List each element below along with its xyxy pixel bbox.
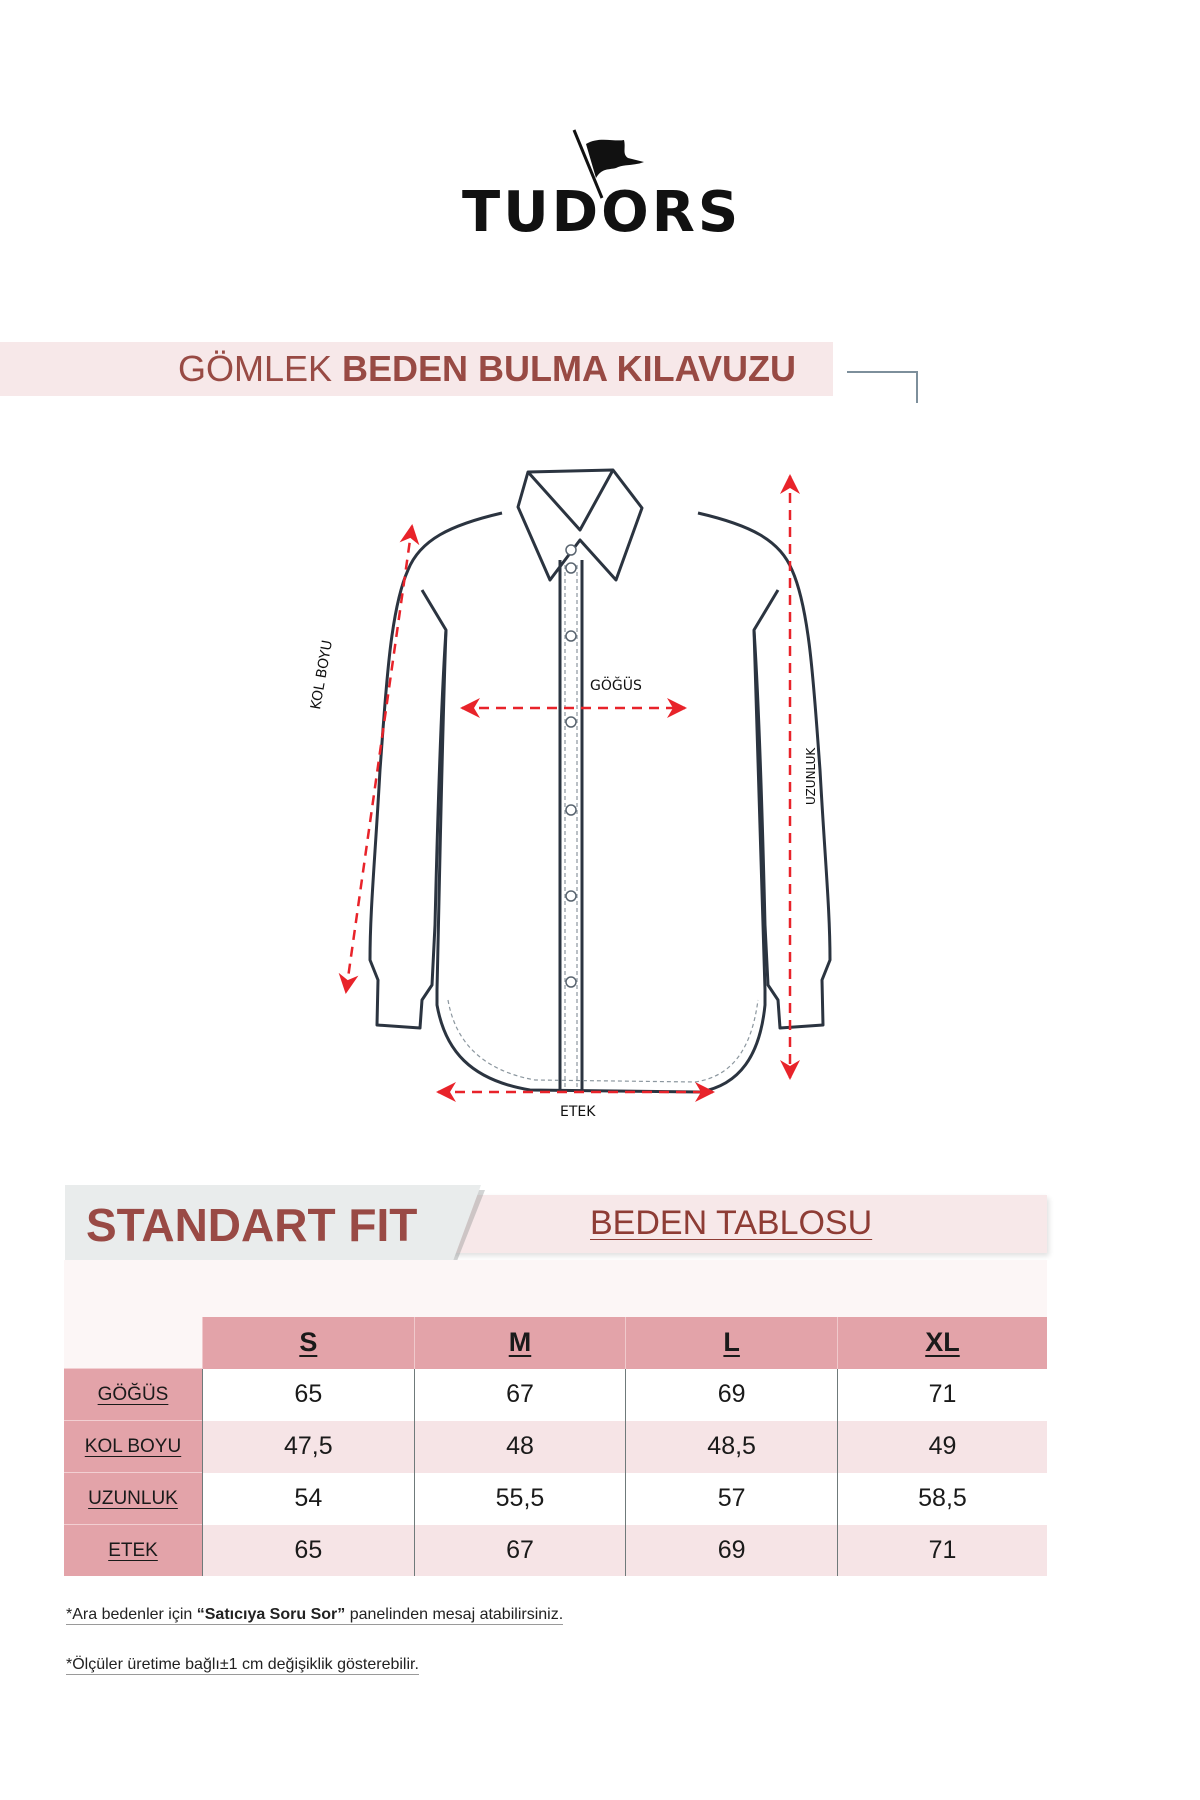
table-cell: 65	[203, 1525, 415, 1577]
table-row-sleeve	[64, 1421, 1047, 1473]
note-measurement-tolerance: *Ölçüler üretime bağlı±1 cm değişiklik gösterebilir.	[66, 1656, 419, 1673]
empty-corner-cell	[64, 1317, 203, 1369]
table-cell: 49	[837, 1421, 1047, 1473]
sleeve-label: KOL BOYU	[308, 638, 336, 711]
table-cell: 48,5	[626, 1421, 838, 1473]
page-title	[0, 342, 833, 396]
corner-decoration	[847, 371, 917, 373]
fit-title: STANDART FIT	[86, 1199, 418, 1251]
size-header-xl: XL	[837, 1317, 1047, 1369]
table-cell: 69	[626, 1525, 838, 1577]
corner-decoration-vertical	[916, 371, 918, 403]
table-top-spacer	[64, 1260, 1047, 1317]
table-cell: 65	[203, 1369, 415, 1421]
table-row-hem	[64, 1525, 1047, 1577]
chest-label: GÖĞÜS	[590, 678, 642, 694]
size-header-m: M	[414, 1317, 626, 1369]
page-title-band	[0, 342, 833, 396]
ask-seller-link-text: “Satıcıya Soru Sor”	[196, 1606, 346, 1623]
size-header-row	[64, 1317, 1047, 1369]
row-label-chest: GÖĞÜS	[64, 1369, 203, 1421]
size-table	[64, 1317, 1047, 1576]
size-header-s: S	[203, 1317, 415, 1369]
row-label-hem: ETEK	[64, 1525, 203, 1577]
shirt-diagram	[308, 440, 880, 1140]
table-row-chest	[64, 1369, 1047, 1421]
table-cell: 47,5	[203, 1421, 415, 1473]
table-cell: 54	[203, 1473, 415, 1525]
note-intermediate-sizes: *Ara bedenler için “Satıcıya Soru Sor” panelinden mesaj atabilirsiniz.	[66, 1606, 564, 1623]
table-cell: 57	[626, 1473, 838, 1525]
table-cell: 67	[414, 1525, 626, 1577]
table-cell: 48	[414, 1421, 626, 1473]
table-cell: 69	[626, 1369, 838, 1421]
length-label: UZUNLUK	[804, 747, 818, 805]
row-label-sleeve: KOL BOYU	[64, 1421, 203, 1473]
title-product: GÖMLEK	[177, 348, 332, 389]
table-cell: 55,5	[414, 1473, 626, 1525]
table-cell: 71	[837, 1525, 1047, 1577]
hem-label: ETEK	[560, 1104, 596, 1120]
row-label-length: UZUNLUK	[64, 1473, 203, 1525]
size-header-l: L	[626, 1317, 838, 1369]
table-cell: 58,5	[837, 1473, 1047, 1525]
table-cell: 71	[837, 1369, 1047, 1421]
shirt-illustration	[320, 440, 880, 1140]
table-cell: 67	[414, 1369, 626, 1421]
brand-name: TUDORS	[462, 180, 742, 245]
title-guide: BEDEN BULMA KILAVUZU	[342, 348, 796, 389]
size-table-title: BEDEN TABLOSU	[590, 1204, 873, 1242]
table-row-length	[64, 1473, 1047, 1525]
brand-logo	[462, 128, 742, 245]
